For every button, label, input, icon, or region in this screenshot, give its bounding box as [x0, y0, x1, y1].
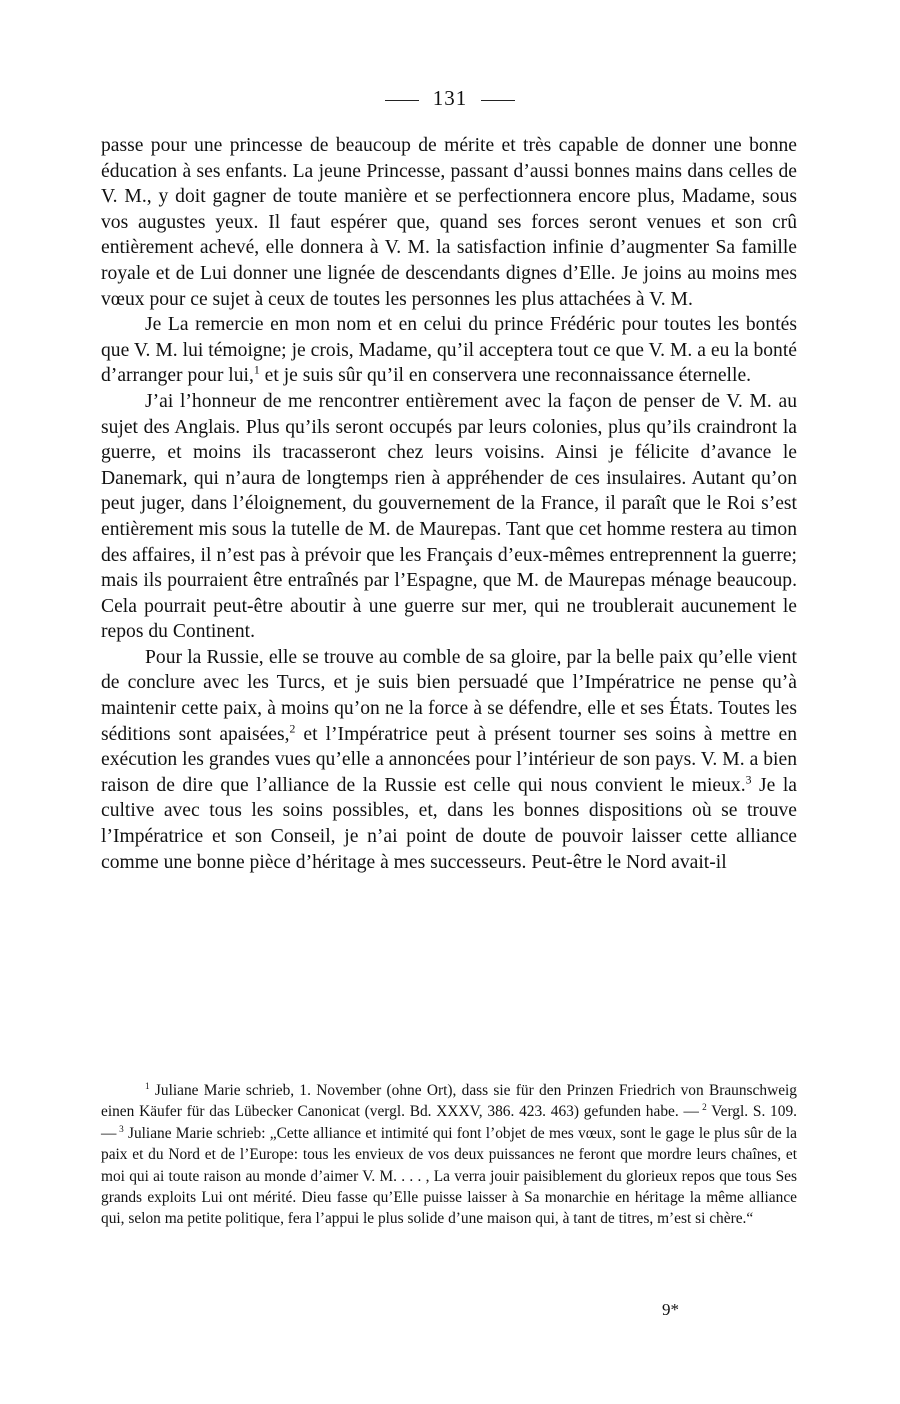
footnote-ref-3: 3 [745, 773, 752, 787]
signature-mark: 9* [662, 1300, 679, 1319]
footnotes [101, 1080, 797, 1230]
footnote-ref-1: 1 [253, 363, 260, 377]
paragraph-4-text-c: Je la cultive avec tous les soins possibles, et, dans les bonnes dispositions où se trouve l’Impératrice et son Conseil, je n’ai point de doute de pouvoir laisser cette alliance comme une bonne pièce d’héritage à mes successeurs. Peut-être le Nord avait-il [101, 774, 797, 873]
footnote-block [101, 1080, 797, 1230]
paragraph-2 [101, 312, 797, 389]
page-number [0, 86, 900, 111]
paragraph-1: passe pour une princesse de beaucoup de mérite et très capable de donner une bonne éducation à ses enfants. La jeune Princesse, passant d’aussi bonnes mains dans celles de V. M., y doit gagner de toute manière et se perfectionnera encore plus, Madame, sous vos augustes yeux. Il faut espérer que, quand ses forces seront venues et son crû entièrement achevé, elle donnera à V. M. la satisfaction infinie d’augmenter Sa famille royale et de Lui donner une lignée de descendants dignes d’Elle. Je joins au moins mes vœux pour ce sujet à ceux de toutes les personnes les plus attachées à V. M. [101, 135, 797, 310]
paragraph-3: J’ai l’honneur de me rencontrer entièrement avec la façon de penser de V. M. au sujet des Anglais. Plus qu’ils seront occupés par leurs colonies, plus qu’ils craindront la guerre, et moins ils tracasseront chez leurs voisins. Ainsi je félicite d’avance le Danemark, qui n’aura de longtemps rien à appréhender de ces insulaires. Autant qu’on peut juger, dans l’éloignement, du gouvernement de la France, il paraît que le Roi s’est entièrement mis sous la tutelle de M. de Maurepas. Tant que cet homme restera au timon des affaires, il n’est pas à prévoir que les Français d’eux-mêmes entreprennent la guerre; mais ils pourraient être entraînés par l’Espagne, que M. de Maurepas ménage beaucoup. Cela pourrait peut-être aboutir à une guerre sur mer, qui ne troublerait aucunement le repos du Continent. [101, 390, 797, 643]
paragraph-2-text-a: Je La remercie en mon nom et en celui du prince Frédéric pour toutes les bontés que V. M. lui témoigne; je crois, Madame, qu’il acceptera tout ce que V. M. a eu la bonté d’arranger pour lui, [101, 314, 797, 387]
paragraph-4 [101, 645, 797, 875]
paragraph-4-text-a: Pour la Russie, elle se trouve au comble de sa gloire, par la belle paix qu’elle vient de conclure avec les Turcs, et je suis bien persuadé que l’Impératrice ne pense qu’à maintenir cette paix, à moins qu’on ne la force à se défendre, elle et ses États. Toutes les séditions sont apaisées, [101, 646, 797, 745]
footnote-3-text: Juliane Marie schrieb: „Cette alliance et intimité qui font l’objet de mes vœux, sont le gage le plus sûr de la paix et du Nord et de l’Europe: tous les envieux de vos deux puissances ne feront que mordre leurs chaînes, et moi qui ai toute raison au monde d’aimer V. M. . . . , La verra jouir paisiblement du glorieux repos que tous Ses grands exploits Lui ont mérité. Dieu fasse qu’Elle puisse laisser à Sa monarchie en héritage la même alliance qui, selon ma petite politique, fera l’appui le plus solide d’une maison qui, à tant de titres, m’est si chère.“ [101, 1124, 797, 1228]
footnote-marker-3: 3 [116, 1123, 124, 1134]
page-number-rule-right [481, 100, 515, 101]
page-number-text: 131 [432, 86, 468, 110]
footnote-1-text: Juliane Marie schrieb, 1. November (ohne Ort), dass sie für den Prinzen Friedrich von Braunschweig einen Käufer für das Lübecker Canonicat (vergl. Bd. XXXV, 386. 423. 463) gefunden habe. — [101, 1082, 797, 1121]
footnote-ref-2: 2 [289, 722, 296, 736]
footnote-2-text: Vergl. S. 109. — [101, 1103, 797, 1142]
footnote-marker-2: 2 [698, 1102, 707, 1113]
footnote-marker-1: 1 [145, 1080, 150, 1091]
body-text [101, 133, 797, 875]
paragraph-2-text-b: et je suis sûr qu’il en conservera une reconnaissance éternelle. [259, 365, 752, 387]
page-number-rule-left [385, 100, 419, 101]
paragraph-4-text-b: et l’Impératrice peut à présent tourner ses soins à mettre en exécution les grandes vues qu’elle a annoncées pour l’intérieur de son pays. V. M. a bien raison de dire que l’alliance de la Russie est celle qui nous convient le mieux. [101, 723, 797, 796]
